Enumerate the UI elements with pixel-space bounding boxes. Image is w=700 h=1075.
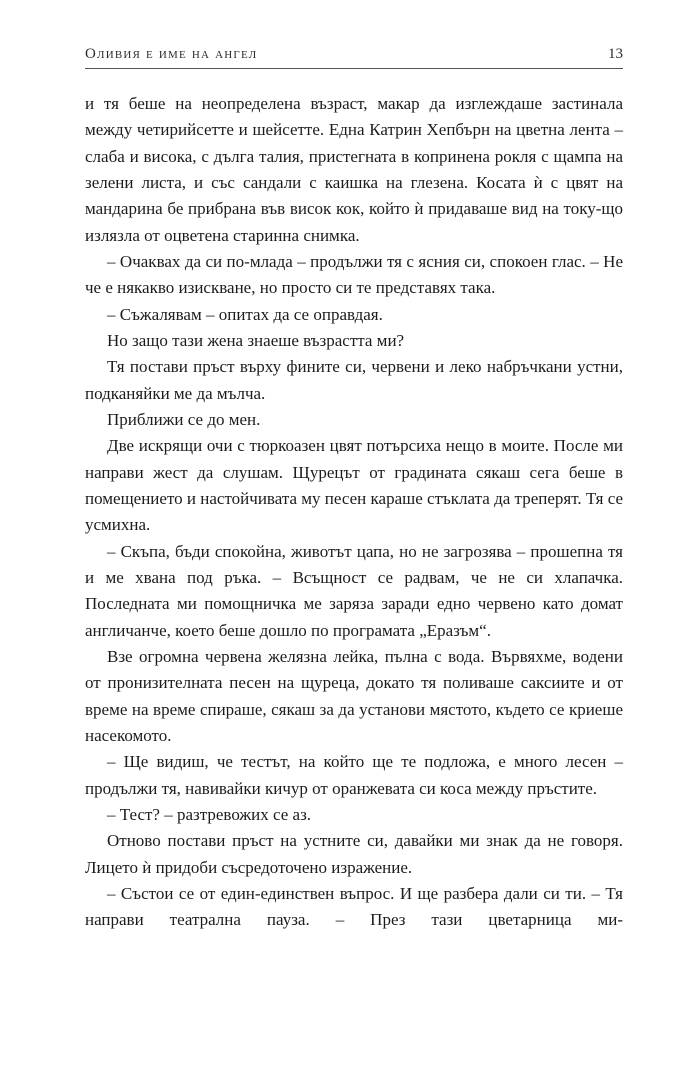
paragraph: – Тест? – разтревожих се аз. [107, 804, 312, 824]
paragraph: – Съжалявам – опитах да се оправдая. [107, 304, 383, 324]
page-number: 13 [608, 46, 623, 62]
paragraph: Приближи се до мен. [107, 409, 261, 429]
paragraph: – Състои се от един-единствен въпрос. И ще разбера дали си ти. – Тя направи театрална пауза. – През тази цветарница ми- [85, 883, 623, 930]
paragraph: и тя беше на неопределена възраст, макар да изглеждаше застинала между четирийсетте и шейсетте. Една Катрин Хепбърн на цветна лента – слаба и висока, с дълга талия, пристегната в копринена рокля с щампа на зелени листа, и със сандали с каишка на глезена. Косата ѝ с цвят на мандарина бе прибрана във висок кок, който ѝ придаваше вид на току-що излязла от оцветена старинна снимка. [85, 94, 623, 245]
paragraph: Две искрящи очи с тюркоазен цвят потърсиха нещо в моите. После ми направи жест да слушам. Щурецът от градината сякаш сега беше в помещението и настойчивата му песен караше стъклата да треперят. Тя се усмихна. [85, 436, 623, 535]
paragraph: – Очаквах да си по-млада – продължи тя с ясния си, спокоен глас. – Не че е някакво изискване, но просто си те представях така. [85, 251, 623, 298]
body-text [85, 91, 623, 934]
paragraph: Тя постави пръст върху фините си, червени и леко набръчкани устни, подканяйки ме да мълча. [85, 357, 623, 403]
paragraph: – Скъпа, бъди спокойна, животът цапа, но не загрозява – прошепна тя и ме хвана под ръка. – Всъщност се радвам, че не си хлапачка. Последната ми помощничка ме заряза заради едно червено като домат англичанче, което беше дошло по програмата „Еразъм“. [85, 541, 623, 640]
paragraph: Отново постави пръст на устните си, давайки ми знак да не говоря. Лицето ѝ придоби съсредоточено изражение. [85, 831, 623, 877]
book-title: Оливия е име на ангел [85, 46, 258, 62]
running-head [85, 46, 623, 69]
paragraph: – Ще видиш, че тестът, на който ще те подложа, е много лесен – продължи тя, навивайки кичур от оранжевата си коса между пръстите. [85, 752, 623, 798]
paragraph: Взе огромна червена желязна лейка, пълна с вода. Вървяхме, водени от пронизителната песен на щуреца, докато тя поливаше саксиите и от време на време спираше, сякаш за да установи мястото, където се криеше насекомото. [85, 646, 623, 745]
paragraph: Но защо тази жена знаеше възрастта ми? [107, 330, 405, 350]
